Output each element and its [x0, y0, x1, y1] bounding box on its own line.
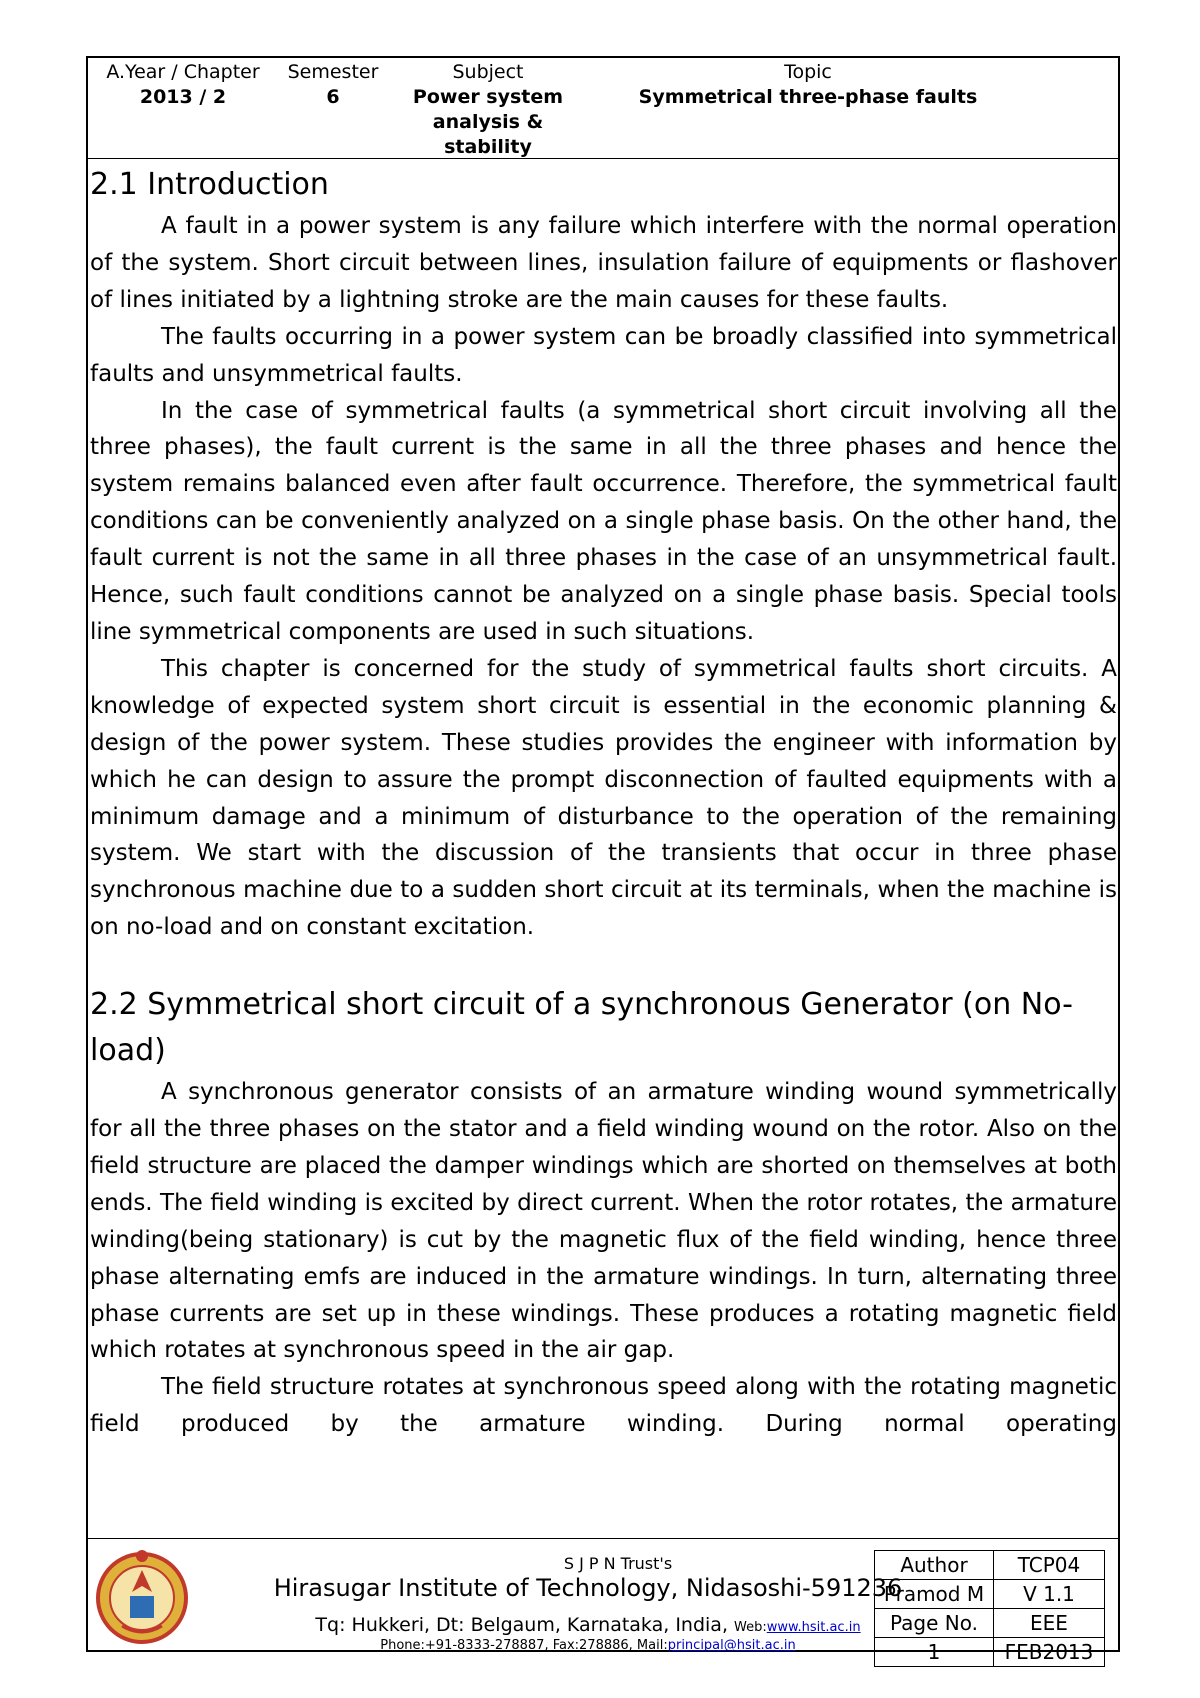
table-cell: TCP04 — [994, 1551, 1105, 1580]
subject-value-line1: Power system — [412, 86, 564, 108]
institute-address — [208, 1614, 968, 1636]
subject-column — [403, 60, 573, 160]
section-heading-symmetrical-short-circuit: 2.2 Symmetrical short circuit of a synchronous Generator (on No-load) — [90, 987, 1073, 1069]
paragraph: In the case of symmetrical faults (a symmetrical short circuit involving all the three phases), the fault current is the same in all the three phases and hence the system remains balanced even after fault occurrence. Therefore, the symmetrical fault conditions can be conveniently analyzed on a single phase basis. On the other hand, the fault current is not the same in all three phases in the case of an unsymmetrical fault. Hence, such fault conditions cannot be analyzed on a single phase basis. Special tools line symmetrical components are used in such situations. — [90, 397, 1117, 645]
section-heading-introduction: 2.1 Introduction — [90, 167, 329, 202]
document-info-table — [874, 1550, 1105, 1667]
table-cell: 1 — [875, 1638, 994, 1667]
document-body — [90, 162, 1117, 1443]
paragraph: The faults occurring in a power system can be broadly classified into symmetrical faults and unsymmetrical faults. — [90, 323, 1117, 387]
table-row — [875, 1551, 1105, 1580]
trust-name: S J P N Trust's — [563, 1554, 673, 1573]
semester-label: Semester — [287, 61, 379, 83]
year-chapter-value: 2013 / 2 — [139, 86, 227, 108]
email-link[interactable]: principal@hsit.ac.in — [667, 1638, 796, 1653]
paragraph: This chapter is concerned for the study of symmetrical faults short circuits. A knowledge of expected system short circuit is essential in the economic planning & design of the power system. These studies provides the engineer with information by which he can design to assure the prompt disconnection of faulted equipments with a minimum damage and a minimum of disturbance to the operation of the remaining system. We start with the discussion of the transients that occur in three phase synchronous machine due to a sudden short circuit at its terminals, when the machine is on no-load and on constant excitation. — [90, 655, 1117, 941]
document-footer — [88, 1540, 1118, 1664]
topic-column — [588, 60, 1028, 110]
table-cell: Page No. — [875, 1609, 994, 1638]
web-label: Web: — [734, 1620, 767, 1635]
table-row — [875, 1609, 1105, 1638]
table-cell: Pramod M — [875, 1580, 994, 1609]
table-cell: FEB2013 — [994, 1638, 1105, 1667]
paragraph: The field structure rotates at synchronous speed along with the rotating magnetic field produced by the armature winding. During normal operating — [90, 1374, 1117, 1438]
semester-column — [263, 60, 403, 110]
topic-label: Topic — [784, 61, 832, 83]
subject-value-line2: analysis & — [432, 111, 544, 133]
institute-name: Hirasugar Institute of Technology, Nidasoshi-591236 — [273, 1574, 903, 1602]
paragraph: A fault in a power system is any failure which interfere with the normal operation of the system. Short circuit between lines, insulation failure of equipments or flashover of lines initiated by a lightning stroke are the main causes for these faults. — [90, 213, 1117, 313]
table-row — [875, 1580, 1105, 1609]
paragraph: A synchronous generator consists of an armature winding wound symmetrically for all the three phases on the stator and a field winding wound on the rotor. Also on the field structure are placed the damper windings which are shorted on themselves at both ends. The field winding is excited by direct current. When the rotor rotates, the armature winding(being stationary) is cut by the magnetic flux of the field winding, hence three phase alternating emfs are induced in the armature windings. In turn, alternating three phase currents are set up in these windings. These produces a rotating magnetic field which rotates at synchronous speed in the air gap. — [90, 1079, 1117, 1364]
year-chapter-column — [88, 60, 278, 110]
subject-value-line3: stability — [444, 136, 532, 158]
table-cell: Author — [875, 1551, 994, 1580]
semester-value: 6 — [326, 86, 340, 108]
institute-logo — [92, 1546, 192, 1646]
table-cell: V 1.1 — [994, 1580, 1105, 1609]
table-row — [875, 1638, 1105, 1667]
address-text: Tq: Hukkeri, Dt: Belgaum, Karnataka, India, — [315, 1614, 728, 1636]
website-link[interactable]: www.hsit.ac.in — [766, 1620, 861, 1635]
contact-line — [208, 1638, 968, 1653]
topic-value: Symmetrical three-phase faults — [638, 86, 978, 108]
footer-divider — [88, 1538, 1118, 1539]
document-header — [88, 60, 1118, 159]
contact-text: Phone:+91-8333-278887, Fax:278886, Mail: — [380, 1638, 668, 1653]
subject-label: Subject — [452, 61, 524, 83]
table-cell: EEE — [994, 1609, 1105, 1638]
year-chapter-label: A.Year / Chapter — [106, 61, 260, 83]
